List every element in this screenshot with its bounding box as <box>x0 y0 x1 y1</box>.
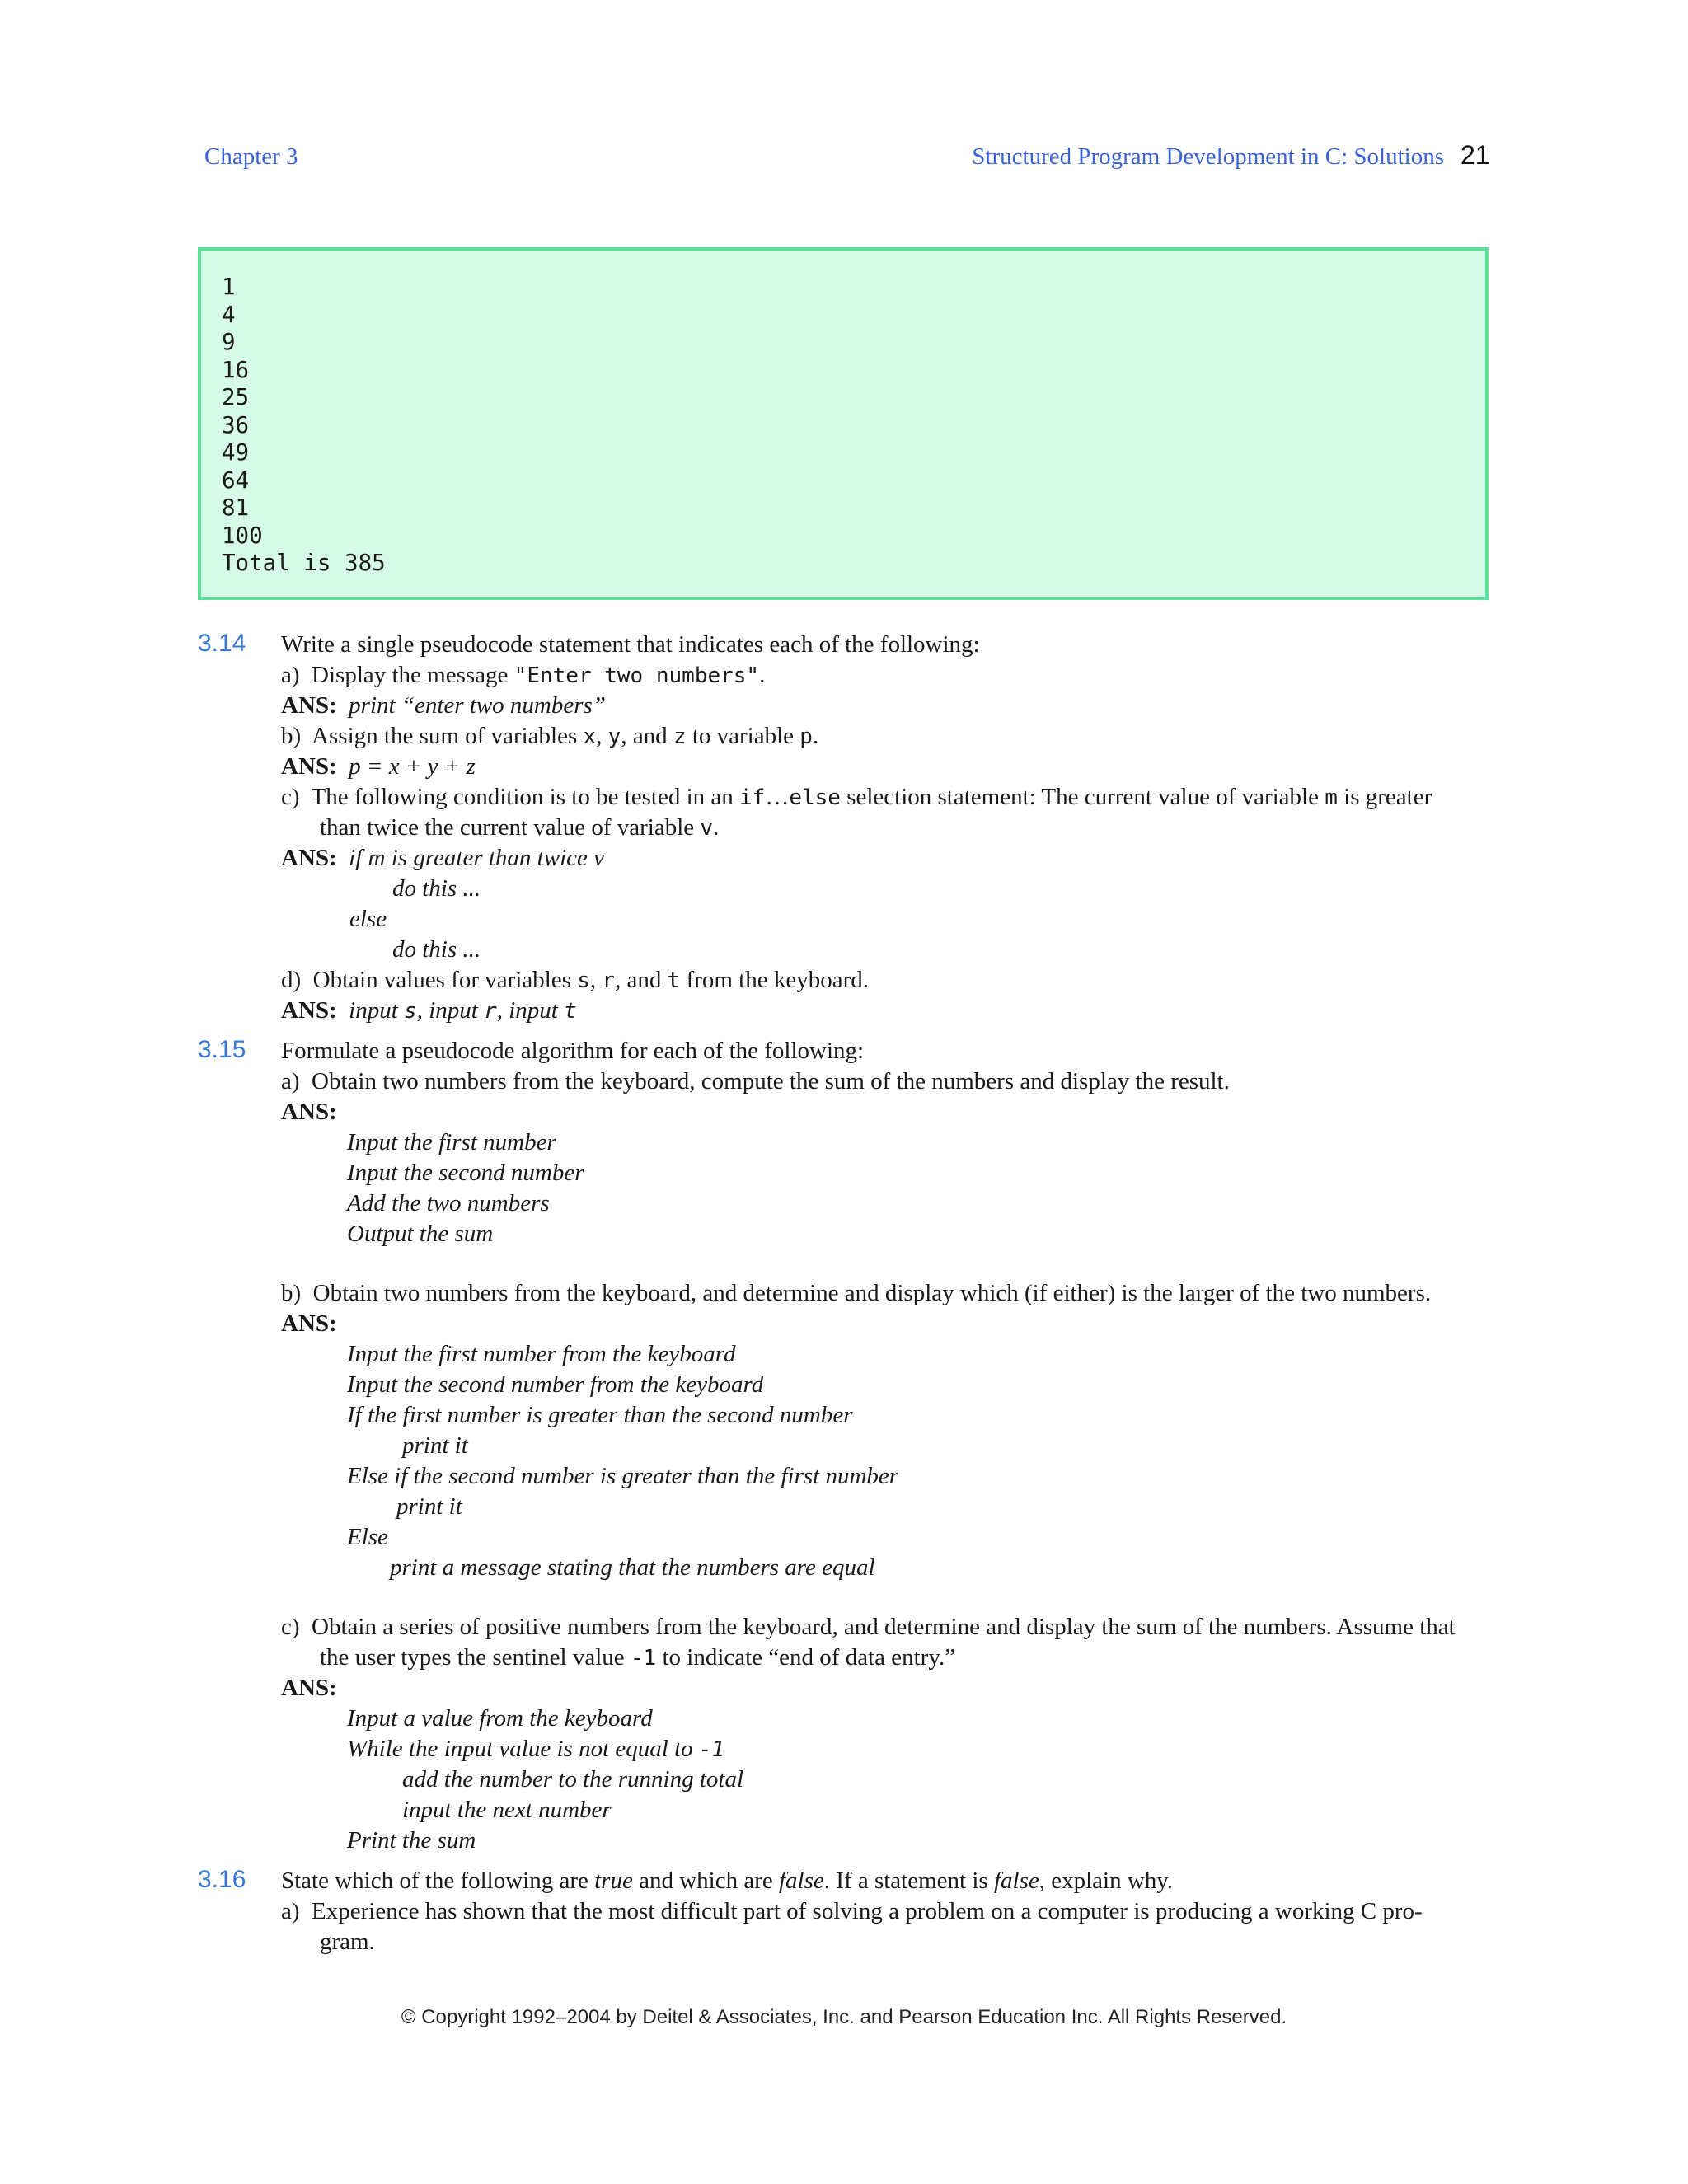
answer-text: if m is greater than twice v <box>349 845 604 871</box>
item-d <box>281 967 869 994</box>
answer-line: Output the sum <box>347 1221 494 1247</box>
answer-text: input <box>349 997 405 1024</box>
exercise-prompt: Formulate a pseudocode algorithm for each of the following: <box>281 1038 865 1064</box>
item-label: a) <box>281 1068 300 1094</box>
answer-line: Input the first number <box>347 1129 556 1155</box>
answer-line: input the next number <box>402 1797 612 1823</box>
answer-text: else <box>349 906 387 932</box>
item-a <box>281 662 765 689</box>
code-text: "Enter two numbers" <box>513 663 760 688</box>
item-a <box>281 1898 1423 1925</box>
answer-line: Else if the second number is greater than the first number <box>347 1463 899 1489</box>
item-text: false <box>779 1868 824 1894</box>
exercise-number: 3.16 <box>198 1866 246 1893</box>
answer-line: print it <box>396 1493 462 1520</box>
item-text: , and <box>621 723 673 749</box>
item-text: Obtain values for variables <box>312 967 578 993</box>
answer-c <box>281 845 604 872</box>
item-b <box>281 723 818 750</box>
code-text: m <box>1325 785 1338 810</box>
item-text: … <box>765 784 790 810</box>
item-c <box>281 784 1432 811</box>
answer-text: p = x + y + z <box>349 753 476 780</box>
answer-text: do this ... <box>392 936 481 963</box>
item-label: b) <box>281 1280 302 1306</box>
item-text: selection statement: The current value of variable <box>840 784 1325 810</box>
item-text: than twice the current value of variable <box>320 814 701 841</box>
code-text: -1 <box>698 1737 725 1762</box>
answer-text: , input <box>416 997 485 1024</box>
ans-label: ANS: <box>281 1099 337 1125</box>
item-label: a) <box>281 1898 300 1924</box>
code-text: s <box>404 999 417 1024</box>
item-text: Obtain two numbers from the keyboard, compute the sum of the numbers and display the result. <box>312 1068 1230 1094</box>
item-text: , explain why. <box>1039 1868 1174 1894</box>
item-text: The following condition is to be tested in an <box>311 784 740 810</box>
running-header-chapter: Chapter 3 <box>204 143 298 170</box>
code-text: p <box>799 724 813 749</box>
ans-label: ANS: <box>281 753 337 780</box>
ans-label: ANS: <box>281 997 337 1024</box>
answer-line: Add the two numbers <box>347 1190 550 1216</box>
item-text: to variable <box>686 723 800 749</box>
item-text: Assign the sum of variables <box>312 723 584 749</box>
item-text: , <box>596 723 608 749</box>
item-label: c) <box>281 1614 300 1640</box>
item-text: Experience has shown that the most difficult part of solving a problem on a computer is producing a working C pro- <box>312 1898 1423 1924</box>
ans-label: ANS: <box>281 1675 337 1701</box>
answer-text: do this ... <box>392 875 481 902</box>
item-text: Display the message <box>312 662 514 688</box>
exercise-number: 3.15 <box>198 1036 246 1063</box>
item-text: . If a statement is <box>823 1868 994 1894</box>
exercise-prompt: Write a single pseudocode statement that indicates each of the following: <box>281 631 980 658</box>
code-text: t <box>564 999 577 1024</box>
ans-label: ANS: <box>281 692 337 719</box>
code-text: z <box>673 724 687 749</box>
code-text: y <box>607 724 621 749</box>
code-text: -1 <box>630 1646 657 1671</box>
answer-line: Input the second number from the keyboard <box>347 1371 764 1398</box>
answer-text: , input <box>496 997 565 1024</box>
item-text: State which of the following are <box>281 1868 595 1894</box>
item-text: , <box>589 967 603 993</box>
code-text: s <box>577 968 590 993</box>
running-header-title: Structured Program Development in C: Solutions <box>972 143 1444 170</box>
item-text: Obtain a series of positive numbers from the keyboard, and determine and display the sum of the numbers. Assume that <box>312 1614 1456 1640</box>
ans-label: ANS: <box>281 845 337 871</box>
answer-line <box>347 1736 724 1763</box>
item-text: true <box>594 1868 633 1894</box>
item-label: a) <box>281 662 300 688</box>
code-text: else <box>789 785 841 810</box>
item-text: , and <box>615 967 668 993</box>
code-text: r <box>602 968 615 993</box>
item-text: to indicate “end of data entry.” <box>656 1644 956 1671</box>
code-text: t <box>667 968 681 993</box>
copyright-footer: © Copyright 1992–2004 by Deitel & Associates, Inc. and Pearson Education Inc. All Rights Reserved. <box>401 2006 1287 2028</box>
ans-label: ANS: <box>281 1310 337 1337</box>
code-text: if <box>739 785 766 810</box>
item-text: from the keyboard. <box>680 967 869 993</box>
item-c <box>281 1614 1456 1641</box>
item-text: the user types the sentinel value <box>320 1644 631 1671</box>
exercise-number: 3.14 <box>198 630 246 657</box>
program-output-text: 1 4 9 16 25 36 49 64 81 100 Total is 385 <box>222 274 386 576</box>
code-text: r <box>484 999 497 1024</box>
answer-text: print “enter two numbers” <box>349 692 606 719</box>
answer-line: Input the first number from the keyboard <box>347 1341 736 1367</box>
answer-line: If the first number is greater than the second number <box>347 1402 853 1428</box>
program-output-box <box>198 247 1489 600</box>
answer-line: add the number to the running total <box>402 1766 744 1793</box>
answer-line: print a message stating that the numbers are equal <box>390 1554 875 1581</box>
item-a-line2: gram. <box>320 1929 375 1955</box>
answer-text: While the input value is not equal to <box>347 1736 699 1762</box>
item-label: d) <box>281 967 302 993</box>
answer-line: Else <box>347 1524 388 1550</box>
item-a <box>281 1068 1230 1095</box>
answer-line: Print the sum <box>347 1827 476 1854</box>
item-text: false <box>993 1868 1039 1894</box>
item-text: . <box>759 662 766 688</box>
answer-line: Input the second number <box>347 1160 584 1186</box>
answer-line: Input a value from the keyboard <box>347 1705 653 1732</box>
code-text: v <box>700 816 714 841</box>
answer-d <box>281 997 577 1024</box>
item-b <box>281 1280 1431 1307</box>
code-text: x <box>583 724 597 749</box>
item-text: and which are <box>632 1868 779 1894</box>
item-text: is greater <box>1337 784 1432 810</box>
item-label: b) <box>281 723 302 749</box>
item-text: Obtain two numbers from the keyboard, and determine and display which (if either) is the larger of the two numbers. <box>312 1280 1432 1306</box>
item-c-line2 <box>320 814 719 841</box>
item-c-line2 <box>320 1644 955 1671</box>
answer-line: print it <box>402 1432 468 1459</box>
item-text: . <box>812 723 819 749</box>
item-label: c) <box>281 784 300 810</box>
page-number: 21 <box>1461 140 1490 170</box>
item-text: . <box>713 814 720 841</box>
answer-b <box>281 753 476 780</box>
answer-a <box>281 692 606 719</box>
exercise-prompt <box>281 1868 1173 1895</box>
